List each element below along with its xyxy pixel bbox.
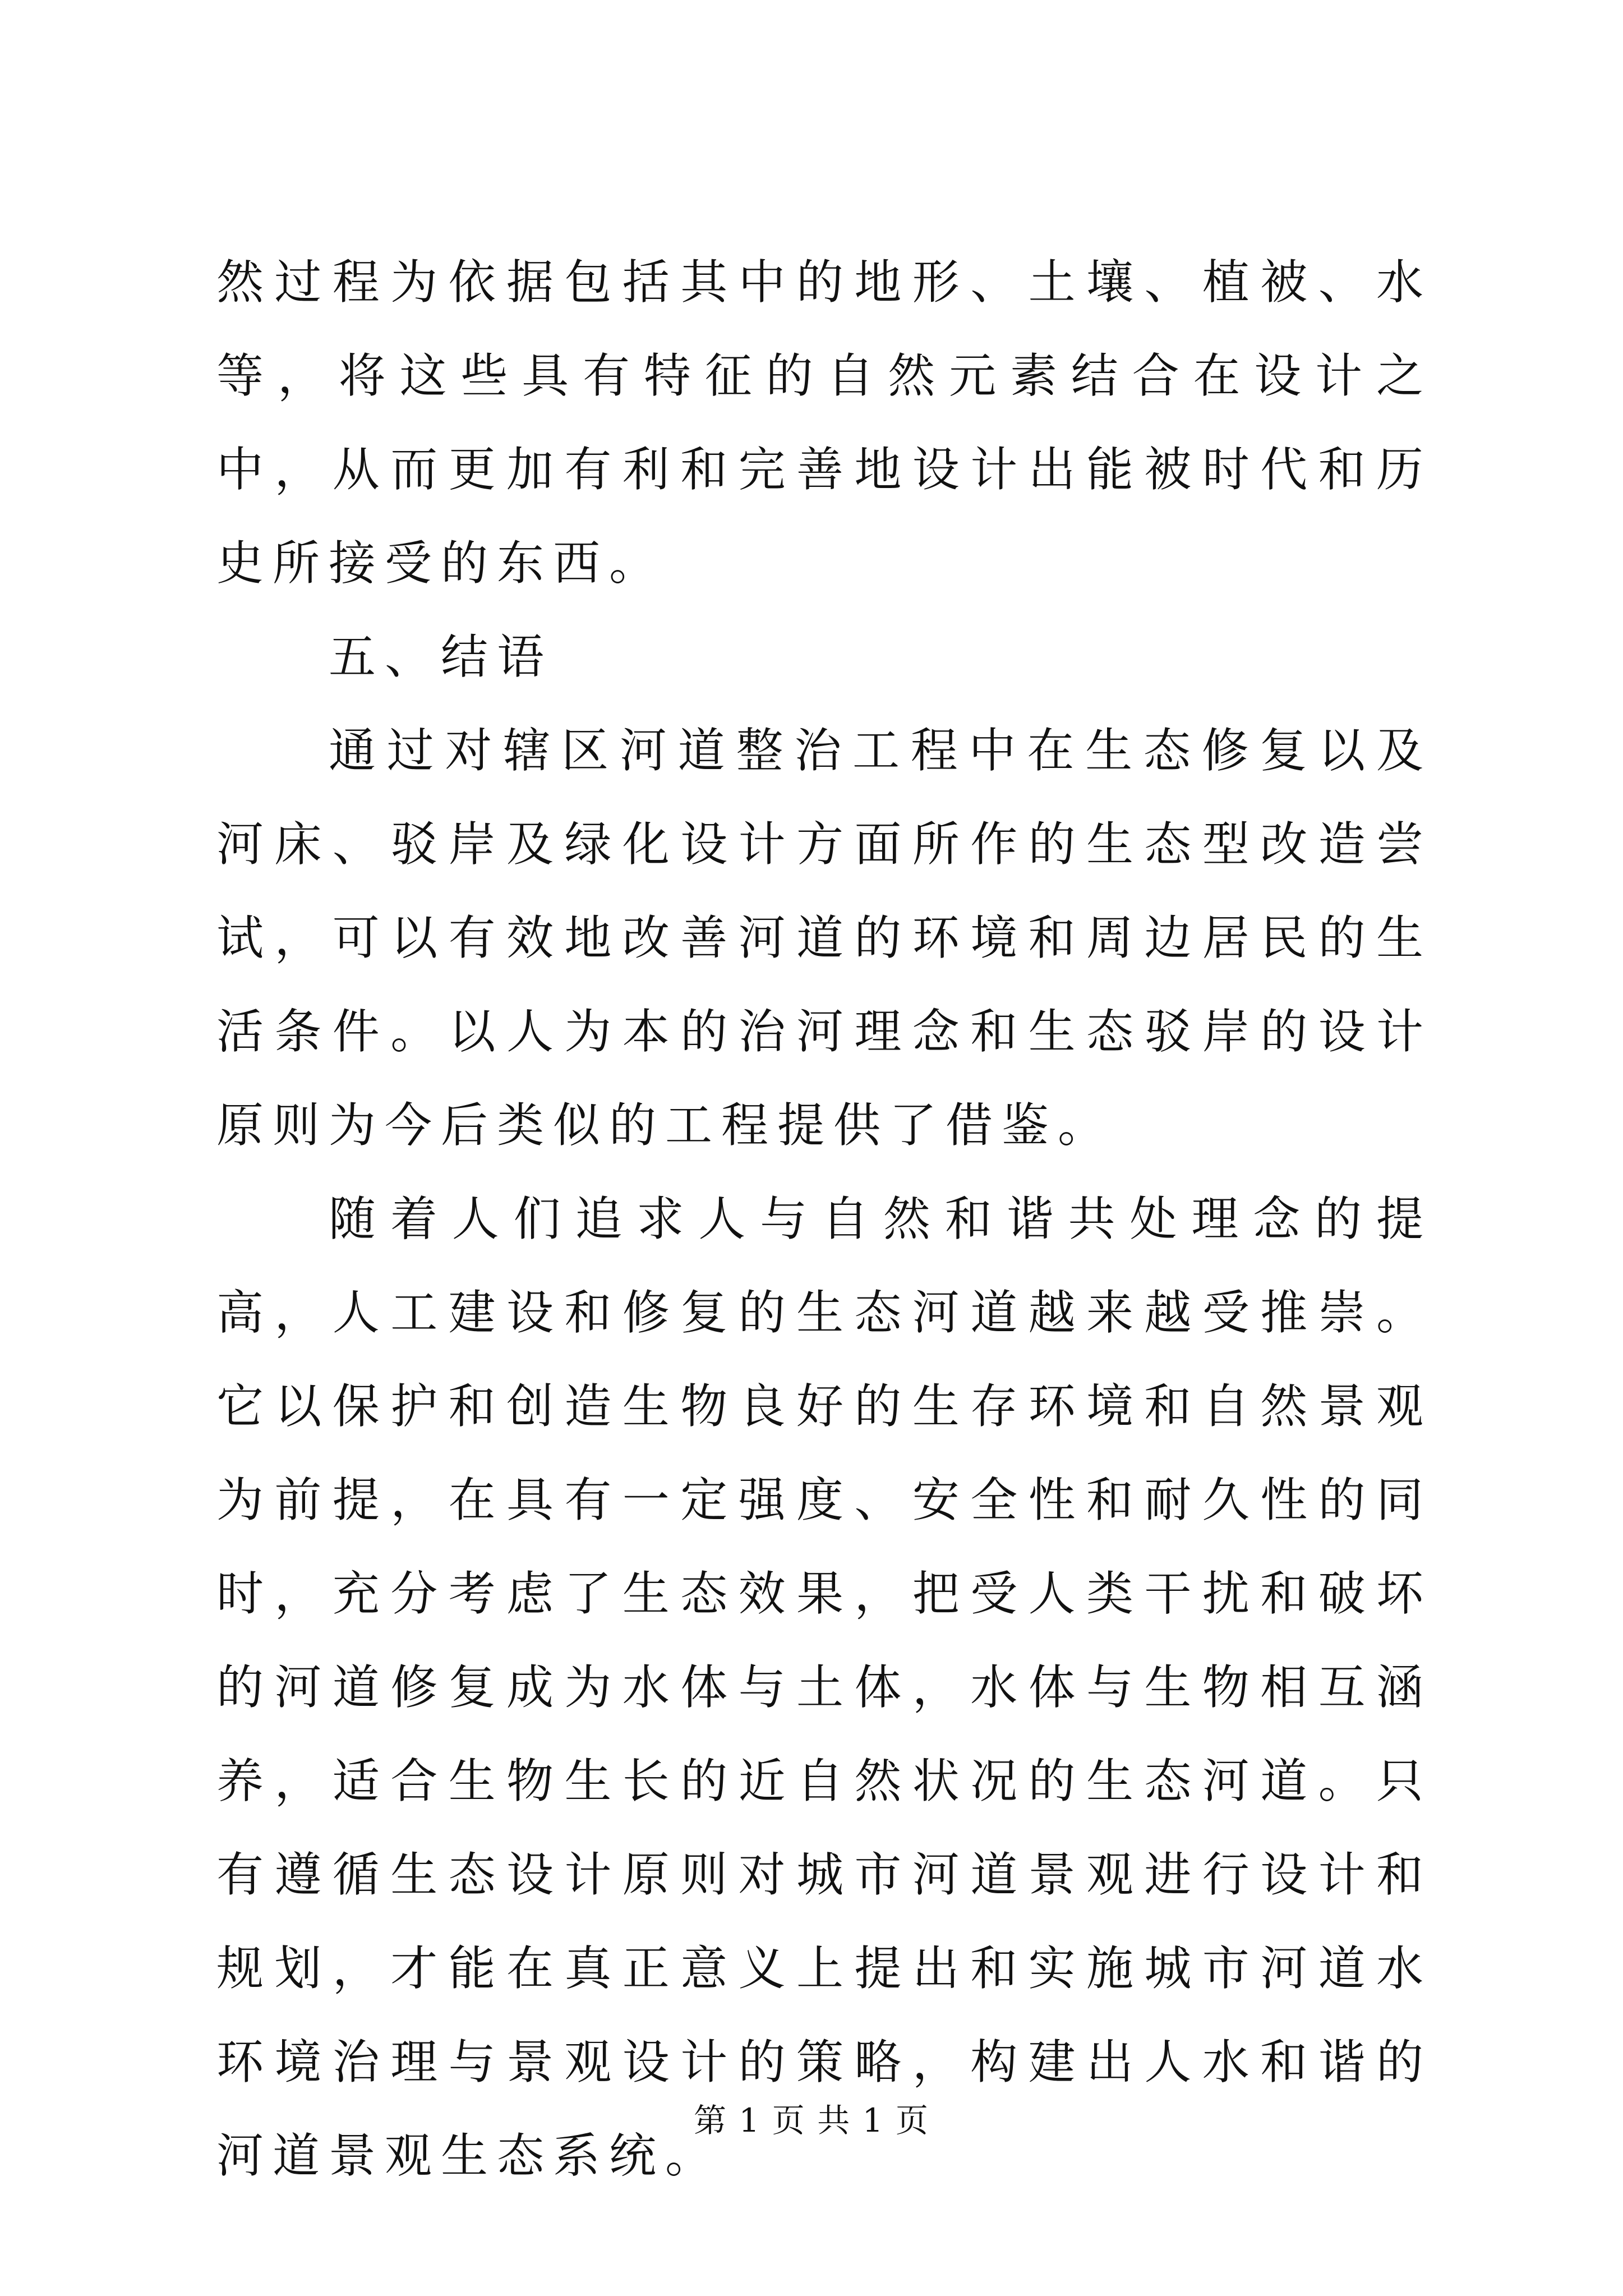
paragraph-conclusion-2: 随着人们追求人与自然和谐共处理念的提高，人工建设和修复的生态河道越来越受推崇。它以保护和创造生物良好的生存环境和自然景观为前提，在具有一定强度、安全性和耐久性的同时，充分考虑了生态效果，把受人类干扰和破坏的河道修复成为水体与土体，水体与生物相互涵养，适合生物生长的近自然状况的生态河道。只有遵循生态设计原则对城市河道景观进行设计和规划，才能在真正意义上提出和实施城市河道水环境治理与景观设计的策略，构建出人水和谐的河道景观生态系统。 (216, 1191, 1432, 2183)
paragraph-continuation: 然过程为依据包括其中的地形、土壤、植被、水等，将这些具有特征的自然元素结合在设计之中，从而更加有利和完善地设计出能被时代和历史所接受的东西。 (216, 255, 1432, 591)
document-body (216, 236, 1432, 2203)
paragraph-conclusion-1: 通过对辖区河道整治工程中在生态修复以及河床、驳岸及绿化设计方面所作的生态型改造尝试，可以有效地改善河道的环境和周边居民的生活条件。以人为本的治河理念和生态驳岸的设计原则为今后类似的工程提供了借鉴。 (216, 723, 1432, 1153)
page-footer: 第 1 页 共 1 页 (694, 2101, 929, 2139)
section-heading-conclusion: 五、结语 (329, 629, 554, 684)
